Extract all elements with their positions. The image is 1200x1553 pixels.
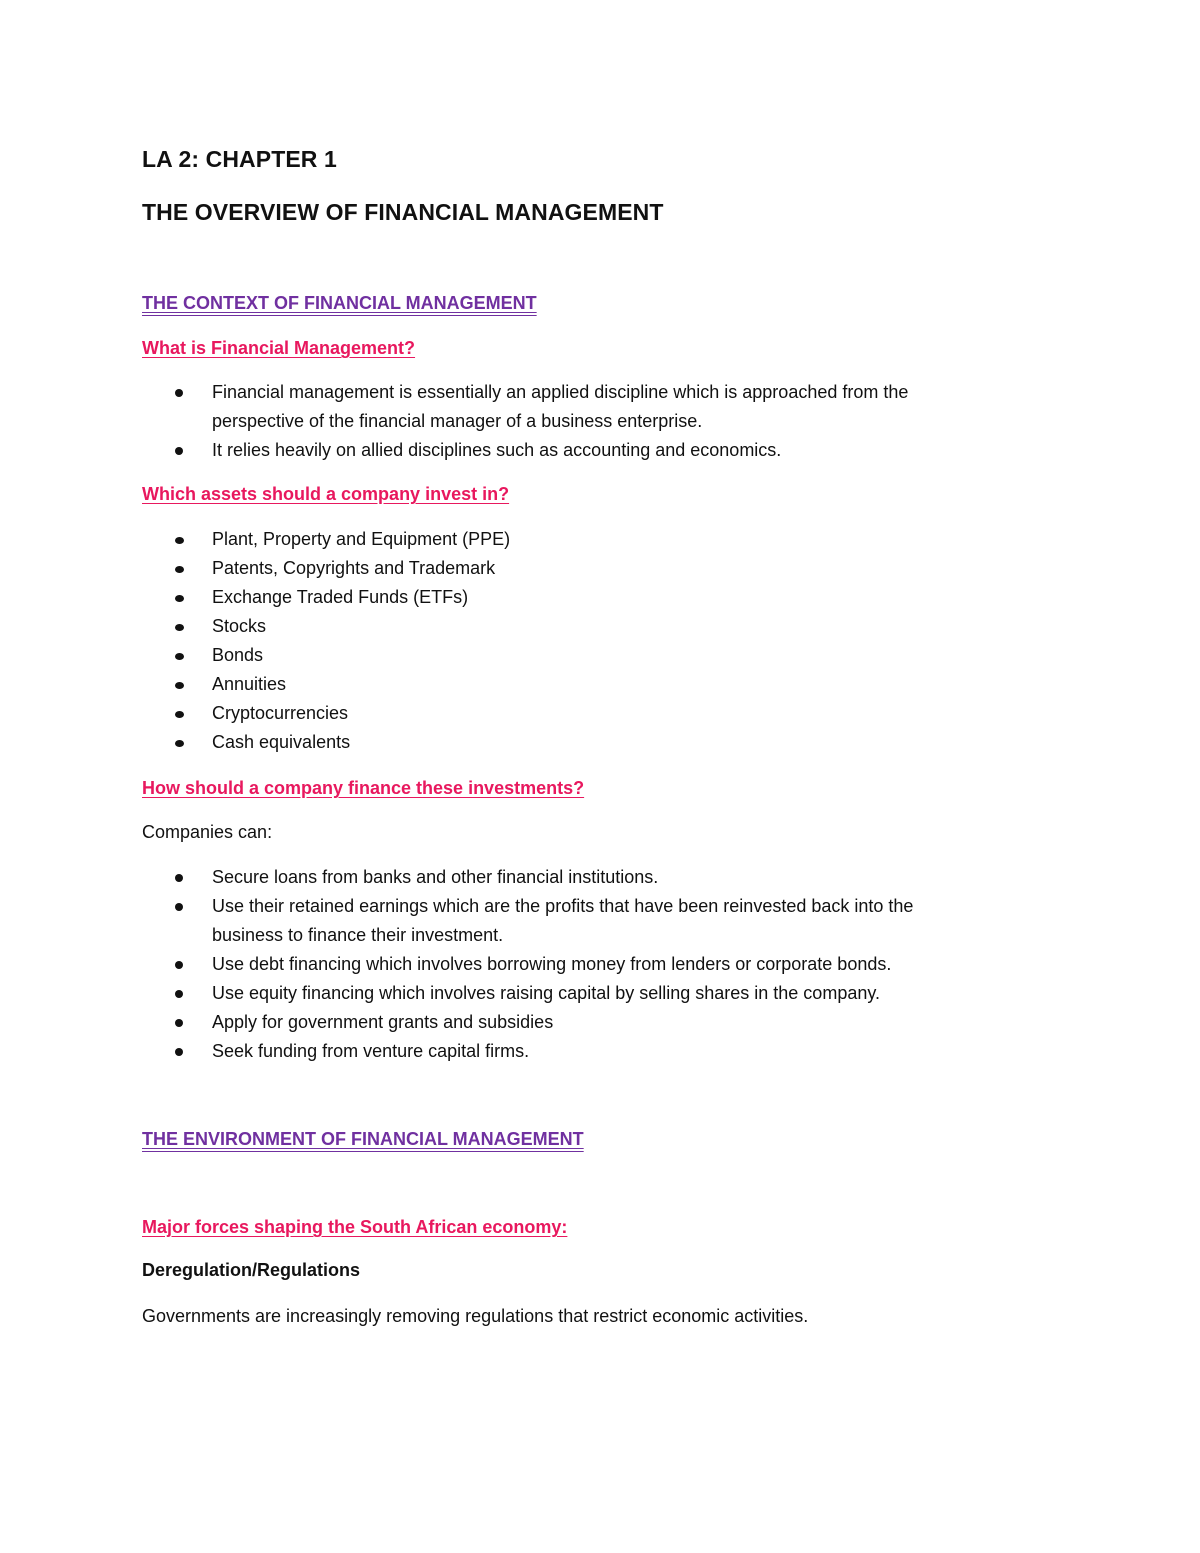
subheading-what-is: What is Financial Management? (142, 338, 416, 358)
bullet-icon (175, 874, 183, 882)
list-item-continuation: perspective of the financial manager of a business enterprise. (212, 411, 703, 431)
bullet-icon (175, 595, 184, 602)
bullet-icon (175, 624, 184, 631)
bullet-icon (175, 903, 183, 911)
bullet-icon (175, 653, 184, 660)
bullet-icon (175, 447, 183, 455)
subheading-forces: Major forces shaping the South African economy: (142, 1217, 568, 1237)
list-item: Apply for government grants and subsidies (142, 1008, 1042, 1037)
bullet-icon (175, 537, 184, 544)
bullet-icon (175, 389, 183, 397)
assets-list (142, 525, 1042, 757)
bullet-icon (175, 682, 184, 689)
bullet-icon (175, 740, 184, 747)
bullet-icon (175, 990, 183, 998)
list-item: Patents, Copyrights and Trademark (142, 554, 1042, 583)
deregulation-text: Governments are increasingly removing regulations that restrict economic activities. (142, 1306, 809, 1326)
deregulation-heading: Deregulation/Regulations (142, 1260, 361, 1280)
document-title: THE OVERVIEW OF FINANCIAL MANAGEMENT (142, 199, 664, 225)
list-item: Seek funding from venture capital firms. (142, 1037, 1042, 1066)
list-item: Bonds (142, 641, 1042, 670)
subheading-assets: Which assets should a company invest in? (142, 484, 510, 504)
list-item: Exchange Traded Funds (ETFs) (142, 583, 1042, 612)
list-item: Cryptocurrencies (142, 699, 1042, 728)
finance-intro: Companies can: (142, 822, 273, 842)
list-item: Financial management is essentially an applied discipline which is approached from the (142, 378, 1042, 407)
list-item: Use debt financing which involves borrowing money from lenders or corporate bonds. (142, 950, 1042, 979)
list-item: Secure loans from banks and other financial institutions. (142, 863, 1042, 892)
section-heading-environment: THE ENVIRONMENT OF FINANCIAL MANAGEMENT (142, 1129, 584, 1149)
list-item: Use their retained earnings which are the profits that have been reinvested back into the (142, 892, 1042, 921)
bullet-icon (175, 961, 183, 969)
section-heading-context: THE CONTEXT OF FINANCIAL MANAGEMENT (142, 293, 537, 313)
what-is-list (142, 378, 1042, 465)
finance-list (142, 863, 1042, 1066)
bullet-icon (175, 1019, 183, 1027)
subheading-finance: How should a company finance these investments? (142, 778, 585, 798)
list-item: Plant, Property and Equipment (PPE) (142, 525, 1042, 554)
list-item: Stocks (142, 612, 1042, 641)
list-item: Use equity financing which involves raising capital by selling shares in the company. (142, 979, 1042, 1008)
bullet-icon (175, 1048, 183, 1056)
bullet-icon (175, 566, 184, 573)
chapter-title: LA 2: CHAPTER 1 (142, 146, 337, 172)
list-item-continuation: business to finance their investment. (212, 925, 504, 945)
list-item: Annuities (142, 670, 1042, 699)
list-item: It relies heavily on allied disciplines such as accounting and economics. (142, 436, 1042, 465)
bullet-icon (175, 711, 184, 718)
list-item: Cash equivalents (142, 728, 1042, 757)
